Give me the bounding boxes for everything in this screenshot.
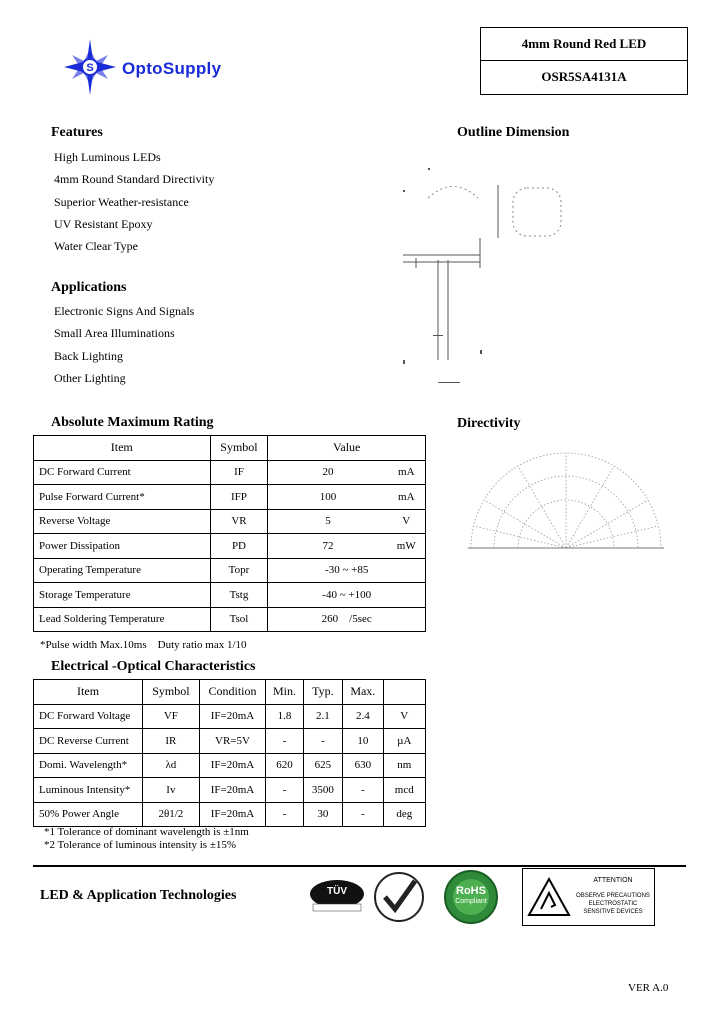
svg-text:S: S [86,62,94,74]
esd-attention-badge [522,868,655,926]
table-row: DC Forward Current IF 20 mA [34,460,426,485]
attention-line: SENSITIVE DEVICES [583,909,643,915]
table-row: Domi. Wavelength* λd IF=20mA 620 625 630 nm [34,753,426,778]
rohs-sub-label: Compliant [455,898,487,905]
title-box [480,27,688,95]
star-logo-icon [58,37,122,97]
directivity-chart [466,448,666,552]
table-row: Pulse Forward Current* IFP 100 mA [34,485,426,510]
rohs-label: RoHS [456,885,486,897]
list-item: UV Resistant Epoxy [54,216,153,231]
tuv-cert-icon [307,874,367,920]
attention-line: ELECTROSTATIC [588,901,638,907]
eo-heading: Electrical -Optical Characteristics [51,659,256,674]
outline-drawing [398,160,578,390]
table-header: Item Symbol Value [34,436,426,461]
table-row: Storage Temperature Tstg -40 ~ +100 [34,583,426,608]
outline-heading: Outline Dimension [457,125,570,140]
eo-note: *2 Tolerance of luminous intensity is ±15% [44,839,237,851]
table-row: Power Dissipation PD 72 mW [34,534,426,559]
table-row: Reverse Voltage VR 5 V [34,509,426,534]
attention-lines [573,892,653,916]
brand-name: OptoSupply [122,59,222,78]
eo-notes [44,826,249,852]
eo-note: *1 Tolerance of dominant wavelength is ±1nm [44,826,249,838]
table-row: Operating Temperature Topr -30 ~ +85 [34,558,426,583]
table-row: DC Reverse Current IR VR=5V - - 10 µA [34,729,426,754]
quality-check-icon [371,871,427,923]
list-item: Water Clear Type [54,239,138,254]
rohs-badge [436,869,506,925]
list-item: Electronic Signs And Signals [54,304,195,318]
list-item: Back Lighting [54,348,123,363]
footer-divider [33,865,686,867]
attention-line: OBSERVE PRECAUTIONS [576,893,650,899]
table-header: Item Symbol Condition Min. Typ. Max. [34,680,426,705]
table-row: DC Forward Voltage VF IF=20mA 1.8 2.1 2.4 V [34,704,426,729]
brand-logo [58,37,273,97]
esd-warning-icon [527,875,571,919]
abs-max-table [33,435,426,632]
abs-max-heading: Absolute Maximum Rating [51,415,214,430]
list-item: Other Lighting [54,370,126,385]
directivity-heading: Directivity [457,416,521,431]
company-name: LED & Application Technologies [40,888,237,903]
features-heading: Features [51,125,103,140]
rohs-leaf-icon [436,869,506,925]
applications-heading: Applications [51,280,127,295]
applications-list [54,300,194,389]
part-number: OSR5SA4131A [481,60,687,93]
eo-table [33,679,426,827]
features-list [54,146,214,257]
table-row: Luminous Intensity* Iv IF=20mA - 3500 - mcd [34,778,426,803]
list-item: High Luminous LEDs [54,150,161,164]
list-item: 4mm Round Standard Directivity [54,172,215,187]
tuv-label: TÜV [327,886,347,897]
tuv-badge [307,874,367,920]
product-title: 4mm Round Red LED [521,36,647,51]
table-row: 50% Power Angle 2θ1/2 IF=20mA - 30 - deg [34,802,426,827]
version-label: VER A.0 [628,982,669,994]
attention-title: ATTENTION [593,877,633,884]
list-item: Superior Weather-resistance [54,194,189,209]
list-item: Small Area Illuminations [54,326,175,341]
table-row: Lead Soldering Temperature Tsol 260 /5sec [34,607,426,632]
abs-max-note: *Pulse width Max.10ms Duty ratio max 1/10 [40,639,247,651]
